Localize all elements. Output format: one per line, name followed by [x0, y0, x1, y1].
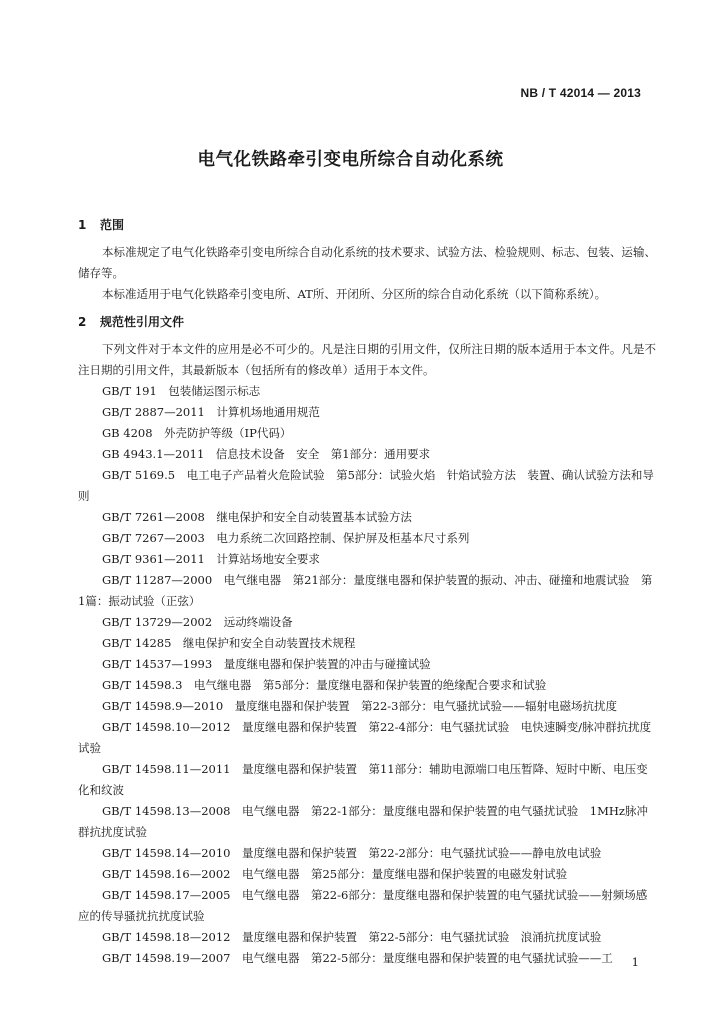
reference-item: GB/T 14598.13—2008 电气继电器 第22-1部分：量度继电器和保护装置的电气骚扰试验 1MHz脉冲群抗扰度试验: [78, 804, 648, 839]
document-body: [78, 216, 656, 969]
reference-item: GB/T 5169.5 电工电子产品着火危险试验 第5部分：试验火焰 针焰试验方法 装置、确认试验方法和导则: [78, 468, 654, 503]
reference-list: [78, 381, 656, 969]
reference-item: GB/T 14598.14—2010 量度继电器和保护装置 第22-2部分：电气骚扰试验——静电放电试验: [102, 846, 602, 860]
section-number: 2: [78, 315, 87, 329]
reference-item: GB/T 13729—2002 远动终端设备: [102, 615, 293, 629]
reference-item: GB/T 14598.9—2010 量度继电器和保护装置 第22-3部分：电气骚扰试验——辐射电磁场抗扰度: [102, 699, 617, 713]
section-title: 范围: [100, 218, 125, 232]
scope-paragraph: 本标准规定了电气化铁路牵引变电所综合自动化系统的技术要求、试验方法、检验规则、标志、包装、运输、储存等。: [78, 245, 656, 280]
reference-item: GB/T 14537—1993 量度继电器和保护装置的冲击与碰撞试验: [102, 657, 431, 671]
section-heading-scope: [78, 216, 656, 234]
reference-item: GB 4208 外壳防护等级（IP代码）: [102, 426, 292, 440]
document-title: 电气化铁路牵引变电所综合自动化系统: [197, 150, 504, 170]
reference-item: GB/T 14598.18—2012 量度继电器和保护装置 第22-5部分：电气骚扰试验 浪涌抗扰度试验: [102, 930, 602, 944]
scope-paragraph: 本标准适用于电气化铁路牵引变电所、AT所、开闭所、分区所的综合自动化系统（以下简称系统）。: [102, 287, 607, 301]
reference-item: GB 4943.1—2011 信息技术设备 安全 第1部分：通用要求: [102, 447, 431, 461]
section-number: 1: [78, 218, 87, 232]
reference-item: GB/T 191 包装储运图示标志: [102, 384, 261, 398]
reference-item: GB/T 7261—2008 继电保护和安全自动装置基本试验方法: [102, 510, 412, 524]
reference-item: GB/T 14598.17—2005 电气继电器 第22-6部分：量度继电器和保护装置的电气骚扰试验——射频场感应的传导骚扰抗扰度试验: [78, 888, 648, 923]
section-title: 规范性引用文件: [100, 315, 185, 329]
reference-item: GB/T 14598.19—2007 电气继电器 第22-5部分：量度继电器和保护装置的电气骚扰试验——工: [102, 951, 613, 965]
reference-item: GB/T 14598.3 电气继电器 第5部分：量度继电器和保护装置的绝缘配合要求和试验: [102, 678, 547, 692]
reference-item: GB/T 2887—2011 计算机场地通用规范: [102, 405, 320, 419]
reference-item: GB/T 7267—2003 电力系统二次回路控制、保护屏及柜基本尺寸系列: [102, 531, 470, 545]
standard-code: NB / T 42014 — 2013: [520, 86, 641, 100]
reference-item: GB/T 9361—2011 计算站场地安全要求: [102, 552, 320, 566]
reference-item: GB/T 14285 继电保护和安全自动装置技术规程: [102, 636, 356, 650]
page-number: 1: [631, 955, 639, 969]
section-heading-normative-references: [78, 313, 656, 331]
reference-item: GB/T 14598.10—2012 量度继电器和保护装置 第22-4部分：电气骚扰试验 电快速瞬变/脉冲群抗扰度试验: [78, 720, 652, 755]
reference-item: GB/T 14598.11—2011 量度继电器和保护装置 第11部分：辅助电源端口电压暂降、短时中断、电压变化和纹波: [78, 762, 648, 797]
reference-item: GB/T 14598.16—2002 电气继电器 第25部分：量度继电器和保护装置的电磁发射试验: [102, 867, 568, 881]
reference-item: GB/T 11287—2000 电气继电器 第21部分：量度继电器和保护装置的振动、冲击、碰撞和地震试验 第1篇：振动试验（正弦）: [78, 573, 653, 608]
references-intro: 下列文件对于本文件的应用是必不可少的。凡是注日期的引用文件，仅所注日期的版本适用于本文件。凡是不注日期的引用文件，其最新版本（包括所有的修改单）适用于本文件。: [78, 342, 656, 377]
